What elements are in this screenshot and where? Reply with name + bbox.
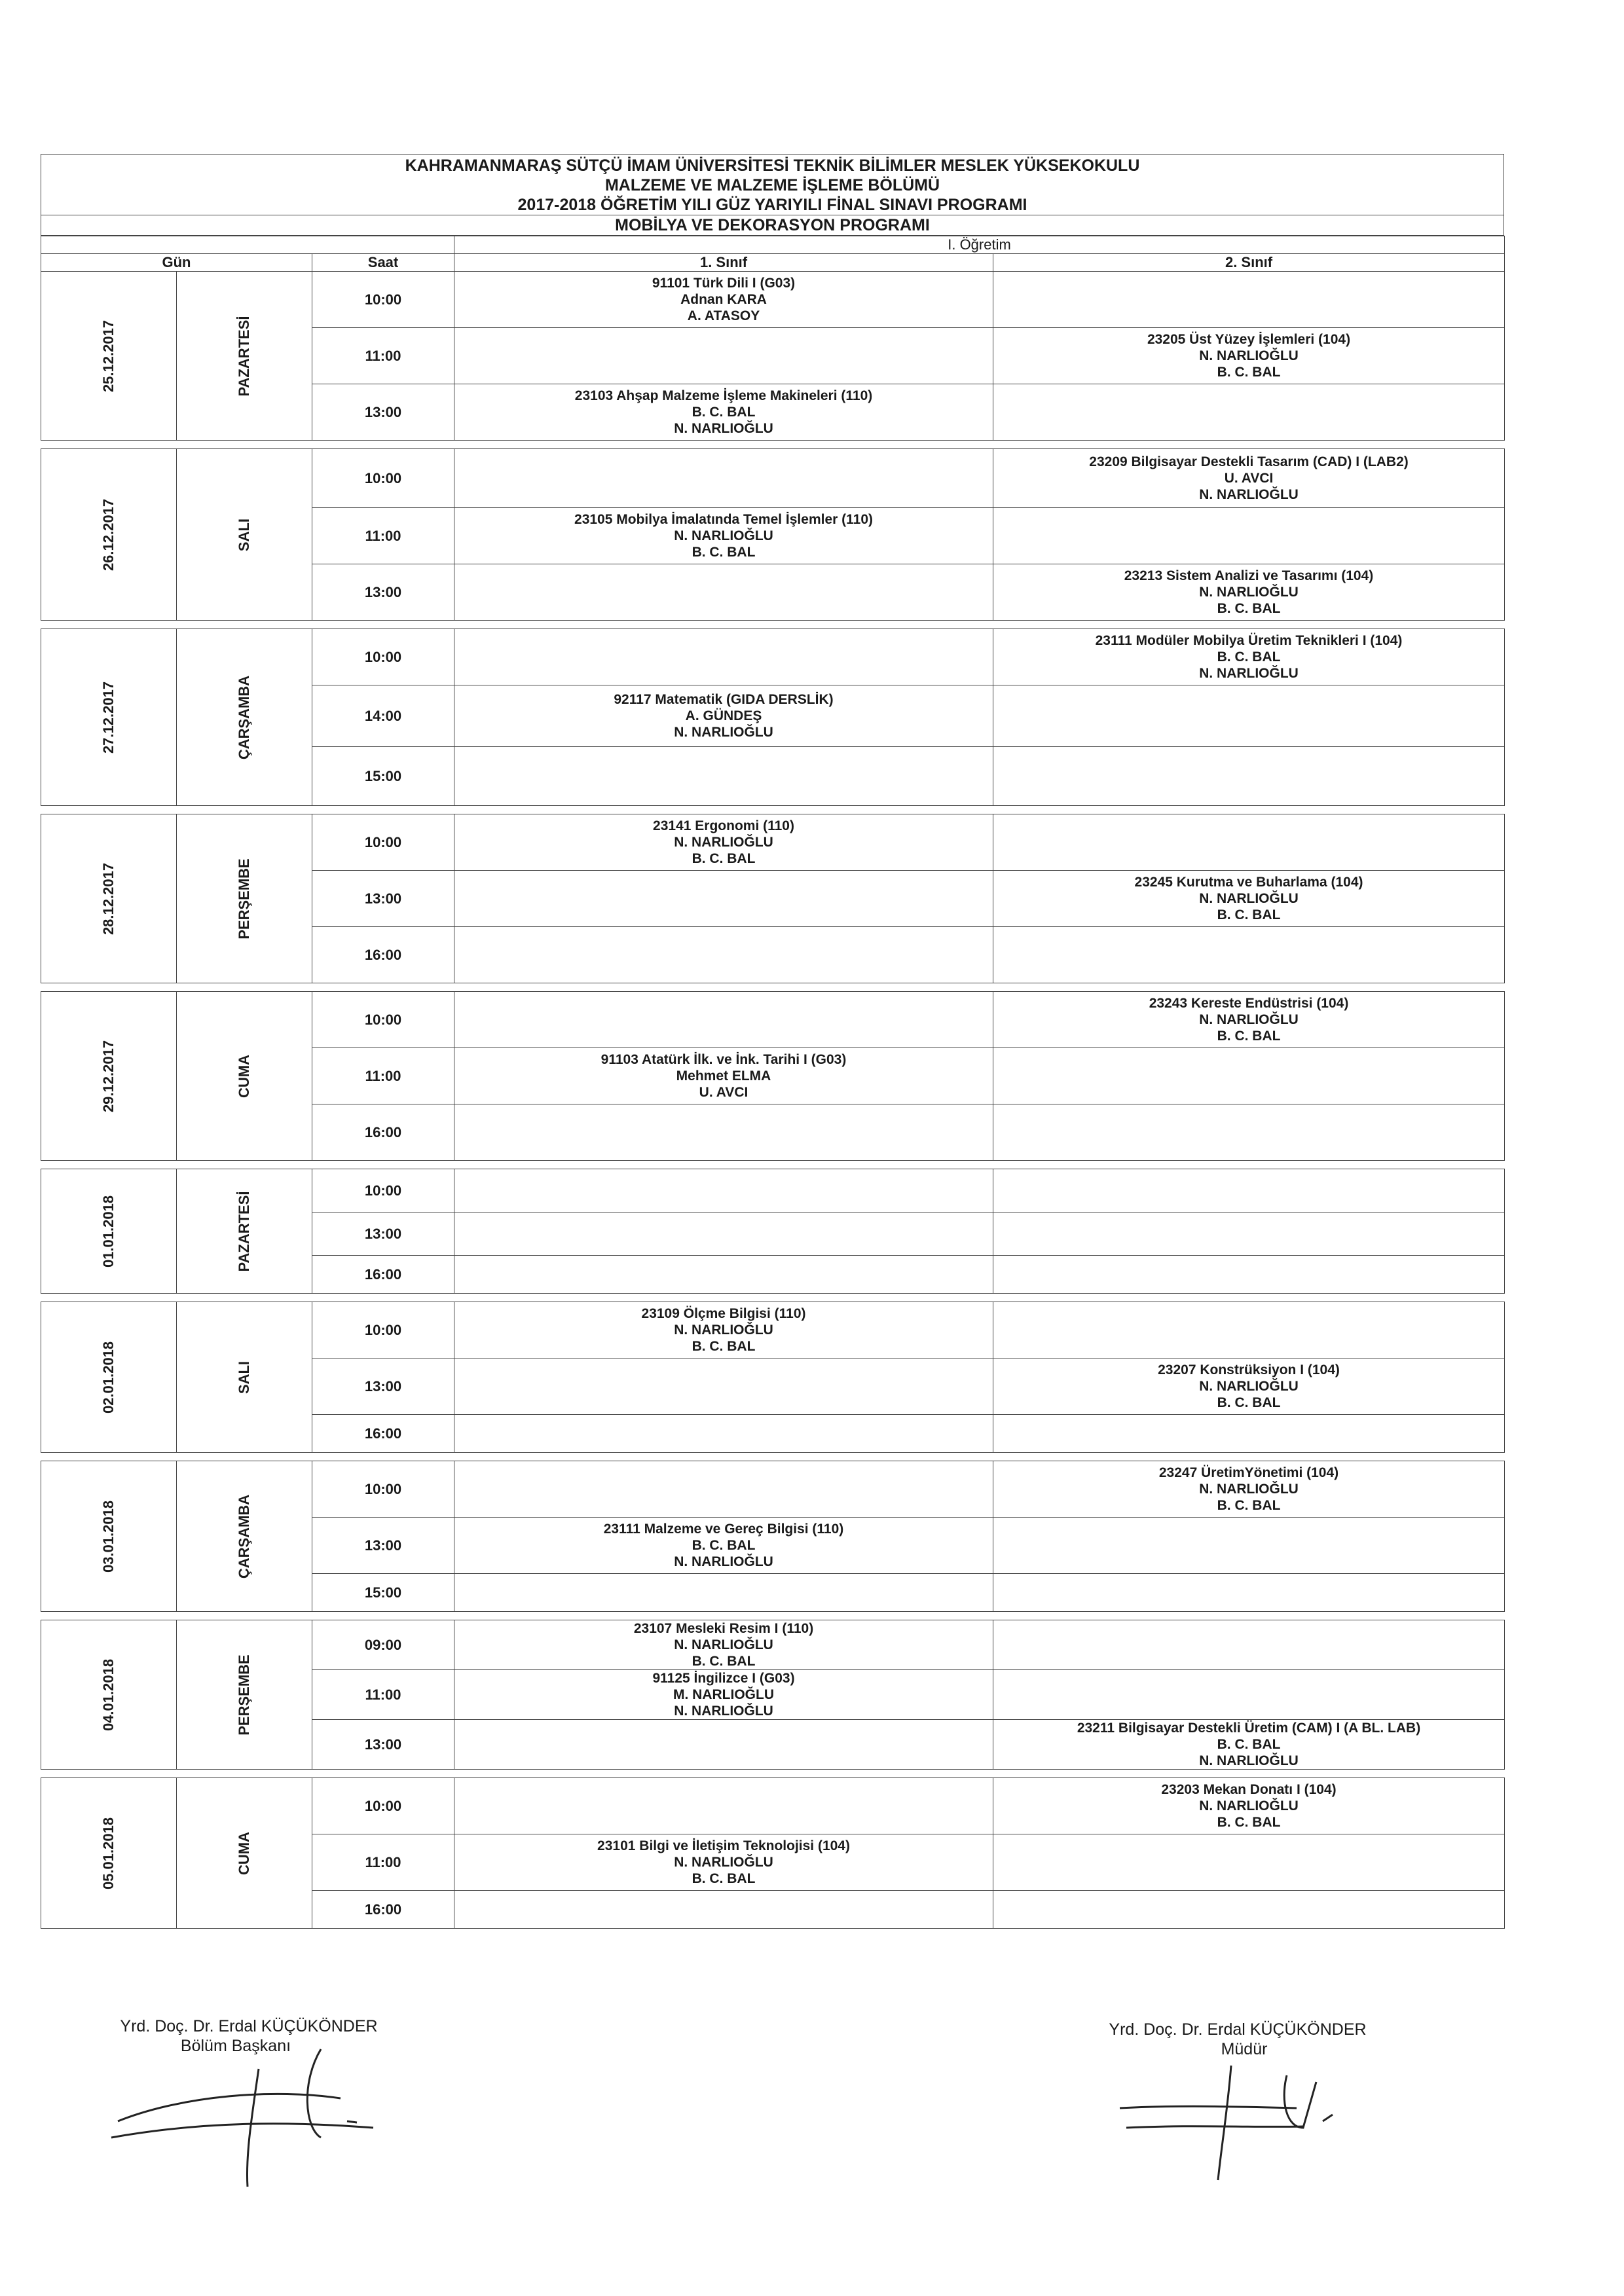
day-separator	[41, 1161, 1505, 1169]
time-cell: 16:00	[312, 1104, 454, 1161]
time-cell: 14:00	[312, 685, 454, 747]
table-row	[41, 272, 1505, 328]
class2-exam-cell	[993, 1256, 1505, 1294]
exam-schedule-sheet	[41, 154, 1504, 1929]
class2-exam-cell	[993, 508, 1505, 564]
exam-staff: N. NARLIOĞLU	[1199, 1012, 1299, 1027]
signature-right-name: Yrd. Doç. Dr. Erdal KÜÇÜKÖNDER	[1109, 2020, 1367, 2039]
exam-course: 23245 Kurutma ve Buharlama (104)	[1134, 875, 1363, 890]
time-cell: 16:00	[312, 1256, 454, 1294]
table-row	[41, 449, 1505, 508]
time-cell: 10:00	[312, 1778, 454, 1834]
class2-exam-cell	[993, 927, 1505, 983]
date-label: 04.01.2018	[100, 1658, 117, 1731]
col-header-gun: Gün	[41, 254, 312, 272]
exam-staff: N. NARLIOĞLU	[674, 1704, 773, 1719]
time-cell: 13:00	[312, 1720, 454, 1770]
exam-course: 23213 Sistem Analizi ve Tasarımı (104)	[1124, 568, 1374, 583]
weekday-label: PERŞEMBE	[236, 858, 252, 939]
class2-exam-cell	[993, 1670, 1505, 1720]
exam-staff: N. NARLIOĞLU	[674, 1322, 773, 1338]
col-header-sinif2: 2. Sınıf	[993, 254, 1505, 272]
date-label: 03.01.2018	[100, 1500, 117, 1573]
class1-exam-cell	[454, 384, 993, 441]
class2-exam-cell	[993, 1212, 1505, 1256]
weekday-label: PAZARTESİ	[236, 1190, 252, 1272]
date-label: 05.01.2018	[100, 1817, 117, 1889]
time-cell: 16:00	[312, 1891, 454, 1929]
class1-exam-cell	[454, 508, 993, 564]
exam-staff: B. C. BAL	[1217, 649, 1281, 665]
class2-exam-cell	[993, 384, 1505, 441]
exam-staff: N. NARLIOĞLU	[1199, 1379, 1299, 1394]
signature-left-scrawl	[105, 2023, 406, 2193]
class1-exam-cell	[454, 1574, 993, 1612]
exam-staff: N. NARLIOĞLU	[1199, 1798, 1299, 1813]
exam-course: 23209 Bilgisayar Destekli Tasarım (CAD) I (LAB2)	[1089, 454, 1409, 469]
weekday-label: PERŞEMBE	[236, 1654, 252, 1736]
class1-exam-cell	[454, 1518, 993, 1574]
date-cell	[41, 272, 177, 441]
exam-course: 23109 Ölçme Bilgisi (110)	[641, 1306, 806, 1321]
header-university: KAHRAMANMARAŞ SÜTÇÜ İMAM ÜNİVERSİTESİ TEKNİK BİLİMLER MESLEK YÜKSEKOKULU	[405, 156, 1140, 175]
exam-course: 23107 Mesleki Resim I (110)	[633, 1621, 814, 1636]
class1-exam-cell	[454, 629, 993, 685]
exam-staff: N. NARLIOĞLU	[1199, 585, 1299, 600]
class2-exam-cell	[993, 1358, 1505, 1415]
exam-course: 23111 Modüler Mobilya Üretim Teknikleri I (104)	[1095, 633, 1403, 648]
exam-staff: Adnan KARA	[680, 292, 767, 307]
signature-right-scrawl	[1100, 2030, 1375, 2187]
exam-staff: N. NARLIOĞLU	[674, 1554, 773, 1569]
exam-course: 23243 Kereste Endüstrisi (104)	[1149, 996, 1349, 1011]
weekday-cell	[177, 1169, 312, 1294]
exam-course: 23105 Mobilya İmalatında Temel İşlemler (110)	[574, 512, 874, 527]
weekday-label: PAZARTESİ	[236, 315, 252, 397]
time-cell: 10:00	[312, 1169, 454, 1212]
time-cell: 15:00	[312, 1574, 454, 1612]
table-row	[41, 992, 1505, 1048]
date-label: 01.01.2018	[100, 1195, 117, 1267]
time-cell: 11:00	[312, 1834, 454, 1891]
weekday-label: ÇARŞAMBA	[236, 1494, 252, 1578]
time-cell: 10:00	[312, 272, 454, 328]
date-cell	[41, 1169, 177, 1294]
header-term: 2017-2018 ÖĞRETİM YILI GÜZ YARIYILI FİNAL SINAVI PROGRAMI	[41, 195, 1504, 215]
exam-course: 91125 İngilizce I (G03)	[652, 1671, 795, 1686]
class2-exam-cell	[993, 564, 1505, 621]
class2-exam-cell	[993, 747, 1505, 806]
col-header-sinif1: 1. Sınıf	[454, 254, 993, 272]
weekday-cell	[177, 992, 312, 1161]
col-header-saat: Saat	[312, 254, 454, 272]
exam-staff: B. C. BAL	[1217, 1815, 1281, 1830]
time-cell: 10:00	[312, 992, 454, 1048]
class1-exam-cell	[454, 685, 993, 747]
exam-staff: B. C. BAL	[692, 405, 756, 420]
class2-exam-cell	[993, 328, 1505, 384]
exam-staff: N. NARLIOĞLU	[1199, 1482, 1299, 1497]
exam-staff: B. C. BAL	[1217, 1395, 1281, 1410]
class2-exam-cell	[993, 1169, 1505, 1212]
header-department: MALZEME VE MALZEME İŞLEME BÖLÜMÜ	[604, 176, 940, 194]
class2-exam-cell	[993, 1720, 1505, 1770]
class2-exam-cell	[993, 1620, 1505, 1670]
date-cell	[41, 1461, 177, 1612]
day-separator	[41, 1612, 1505, 1620]
exam-staff: B. C. BAL	[692, 1871, 756, 1886]
class1-exam-cell	[454, 1461, 993, 1518]
weekday-label: SALI	[236, 1360, 252, 1394]
date-label: 25.12.2017	[100, 319, 117, 392]
date-cell	[41, 814, 177, 983]
weekday-cell	[177, 814, 312, 983]
exam-course: 91103 Atatürk İlk. ve İnk. Tarihi I (G03)	[600, 1052, 847, 1067]
day-separator	[41, 1453, 1505, 1461]
class2-exam-cell	[993, 685, 1505, 747]
time-cell: 13:00	[312, 871, 454, 927]
class1-exam-cell	[454, 1358, 993, 1415]
exam-staff: B. C. BAL	[692, 545, 756, 560]
date-label: 27.12.2017	[100, 681, 117, 754]
exam-staff: N. NARLIOĞLU	[1199, 1753, 1299, 1768]
exam-staff: B. C. BAL	[1217, 1737, 1281, 1752]
date-cell	[41, 992, 177, 1161]
day-separator	[41, 806, 1505, 814]
time-cell: 13:00	[312, 564, 454, 621]
time-cell: 15:00	[312, 747, 454, 806]
weekday-cell	[177, 1620, 312, 1770]
exam-staff: N. NARLIOĞLU	[1199, 348, 1299, 363]
exam-staff: N. NARLIOĞLU	[1199, 666, 1299, 681]
exam-course: 23211 Bilgisayar Destekli Üretim (CAM) I (A BL. LAB)	[1077, 1721, 1421, 1736]
time-cell: 13:00	[312, 1212, 454, 1256]
class1-exam-cell	[454, 1169, 993, 1212]
weekday-label: ÇARŞAMBA	[236, 675, 252, 759]
day-separator	[41, 983, 1505, 992]
class1-exam-cell	[454, 1720, 993, 1770]
class2-exam-cell	[993, 1834, 1505, 1891]
exam-staff: B. C. BAL	[692, 1654, 756, 1669]
signature-left-name: Yrd. Doç. Dr. Erdal KÜÇÜKÖNDER	[120, 2017, 378, 2035]
exam-staff: U. AVCI	[1224, 471, 1274, 486]
class1-exam-cell	[454, 871, 993, 927]
exam-course: 23103 Ahşap Malzeme İşleme Makineleri (110)	[574, 388, 873, 403]
class1-exam-cell	[454, 814, 993, 871]
exam-course: 23203 Mekan Donatı I (104)	[1161, 1782, 1337, 1797]
class1-exam-cell	[454, 1302, 993, 1358]
signature-left-title: Bölüm Başkanı	[180, 2037, 291, 2055]
class2-exam-cell	[993, 1461, 1505, 1518]
exam-staff: B. C. BAL	[692, 1538, 756, 1553]
table-row	[41, 814, 1505, 871]
class2-exam-cell	[993, 1104, 1505, 1161]
exam-staff: B. C. BAL	[1217, 601, 1281, 616]
class2-exam-cell	[993, 272, 1505, 328]
class1-exam-cell	[454, 1891, 993, 1929]
date-cell	[41, 449, 177, 621]
class1-exam-cell	[454, 272, 993, 328]
time-cell: 11:00	[312, 1670, 454, 1720]
header-program: MOBİLYA VE DEKORASYON PROGRAMI	[41, 215, 1504, 236]
header-block	[41, 154, 1504, 236]
day-separator	[41, 621, 1505, 629]
exam-course: 91101 Türk Dili I (G03)	[652, 276, 796, 291]
exam-staff: B. C. BAL	[1217, 365, 1281, 380]
table-row	[41, 1620, 1505, 1670]
class1-exam-cell	[454, 564, 993, 621]
class1-exam-cell	[454, 1048, 993, 1104]
exam-staff: N. NARLIOĞLU	[674, 1637, 773, 1652]
class2-exam-cell	[993, 871, 1505, 927]
exam-staff: U. AVCI	[699, 1085, 748, 1100]
table-row	[41, 1461, 1505, 1518]
section-label: I. Öğretim	[454, 236, 1505, 254]
table-row	[41, 1169, 1505, 1212]
exam-course: 92117 Matematik (GIDA DERSLİK)	[614, 692, 834, 707]
date-cell	[41, 1778, 177, 1929]
day-separator	[41, 1294, 1505, 1302]
exam-staff: B. C. BAL	[692, 1339, 756, 1354]
table-row	[41, 1302, 1505, 1358]
class1-exam-cell	[454, 449, 993, 508]
table-row	[41, 629, 1505, 685]
table-row	[41, 1778, 1505, 1834]
date-cell	[41, 629, 177, 806]
exam-staff: B. C. BAL	[1217, 1029, 1281, 1044]
exam-staff: N. NARLIOĞLU	[674, 528, 773, 543]
weekday-label: CUMA	[236, 1831, 252, 1875]
date-cell	[41, 1302, 177, 1453]
class2-exam-cell	[993, 1048, 1505, 1104]
class1-exam-cell	[454, 1670, 993, 1720]
class1-exam-cell	[454, 328, 993, 384]
date-label: 02.01.2018	[100, 1341, 117, 1413]
class1-exam-cell	[454, 1212, 993, 1256]
exam-staff: N. NARLIOĞLU	[674, 725, 773, 740]
class2-exam-cell	[993, 1891, 1505, 1929]
weekday-cell	[177, 272, 312, 441]
class1-exam-cell	[454, 1415, 993, 1453]
date-label: 29.12.2017	[100, 1040, 117, 1112]
exam-staff: B. C. BAL	[1217, 907, 1281, 922]
class1-exam-cell	[454, 747, 993, 806]
weekday-cell	[177, 1778, 312, 1929]
date-label: 28.12.2017	[100, 862, 117, 935]
time-cell: 10:00	[312, 1461, 454, 1518]
weekday-cell	[177, 449, 312, 621]
time-cell: 16:00	[312, 927, 454, 983]
exam-staff: Mehmet ELMA	[676, 1068, 771, 1084]
class2-exam-cell	[993, 1415, 1505, 1453]
weekday-label: CUMA	[236, 1054, 252, 1098]
class2-exam-cell	[993, 992, 1505, 1048]
exam-course: 23141 Ergonomi (110)	[653, 818, 794, 833]
exam-staff: A. GÜNDEŞ	[685, 708, 762, 723]
class2-exam-cell	[993, 1302, 1505, 1358]
day-separator	[41, 441, 1505, 449]
class2-exam-cell	[993, 814, 1505, 871]
class2-exam-cell	[993, 449, 1505, 508]
class2-exam-cell	[993, 1778, 1505, 1834]
date-label: 26.12.2017	[100, 498, 117, 571]
class2-exam-cell	[993, 629, 1505, 685]
exam-staff: N. NARLIOĞLU	[674, 835, 773, 850]
day-separator	[41, 1770, 1505, 1778]
class1-exam-cell	[454, 992, 993, 1048]
time-cell: 10:00	[312, 1302, 454, 1358]
exam-staff: N. NARLIOĞLU	[674, 421, 773, 436]
exam-course: 23207 Konstrüksiyon I (104)	[1158, 1362, 1340, 1377]
time-cell: 09:00	[312, 1620, 454, 1670]
weekday-cell	[177, 1461, 312, 1612]
class1-exam-cell	[454, 927, 993, 983]
weekday-cell	[177, 1302, 312, 1453]
exam-staff: B. C. BAL	[1217, 1498, 1281, 1513]
time-cell: 11:00	[312, 1048, 454, 1104]
time-cell: 10:00	[312, 629, 454, 685]
class1-exam-cell	[454, 1256, 993, 1294]
time-cell: 11:00	[312, 508, 454, 564]
class1-exam-cell	[454, 1834, 993, 1891]
class2-exam-cell	[993, 1574, 1505, 1612]
exam-course: 23101 Bilgi ve İletişim Teknolojisi (104)	[597, 1838, 850, 1853]
exam-course: 23247 ÜretimYönetimi (104)	[1158, 1465, 1339, 1480]
time-cell: 10:00	[312, 449, 454, 508]
exam-staff: M. NARLIOĞLU	[673, 1687, 774, 1702]
class1-exam-cell	[454, 1620, 993, 1670]
date-cell	[41, 1620, 177, 1770]
weekday-cell	[177, 629, 312, 806]
time-cell: 13:00	[312, 1518, 454, 1574]
time-cell: 11:00	[312, 328, 454, 384]
exam-staff: N. NARLIOĞLU	[674, 1855, 773, 1870]
class1-exam-cell	[454, 1104, 993, 1161]
exam-course: 23205 Üst Yüzey İşlemleri (104)	[1147, 332, 1351, 347]
time-cell: 13:00	[312, 384, 454, 441]
exam-staff: B. C. BAL	[692, 851, 756, 866]
exam-staff: N. NARLIOĞLU	[1199, 487, 1299, 502]
signature-right-title: Müdür	[1221, 2040, 1268, 2058]
time-cell: 10:00	[312, 814, 454, 871]
exam-staff: A. ATASOY	[687, 308, 760, 323]
time-cell: 16:00	[312, 1415, 454, 1453]
time-cell: 13:00	[312, 1358, 454, 1415]
signature-area	[0, 2003, 1624, 2200]
class1-exam-cell	[454, 1778, 993, 1834]
schedule-table	[41, 236, 1505, 1929]
weekday-label: SALI	[236, 518, 252, 551]
exam-staff: N. NARLIOĞLU	[1199, 891, 1299, 906]
exam-course: 23111 Malzeme ve Gereç Bilgisi (110)	[603, 1522, 844, 1537]
class2-exam-cell	[993, 1518, 1505, 1574]
